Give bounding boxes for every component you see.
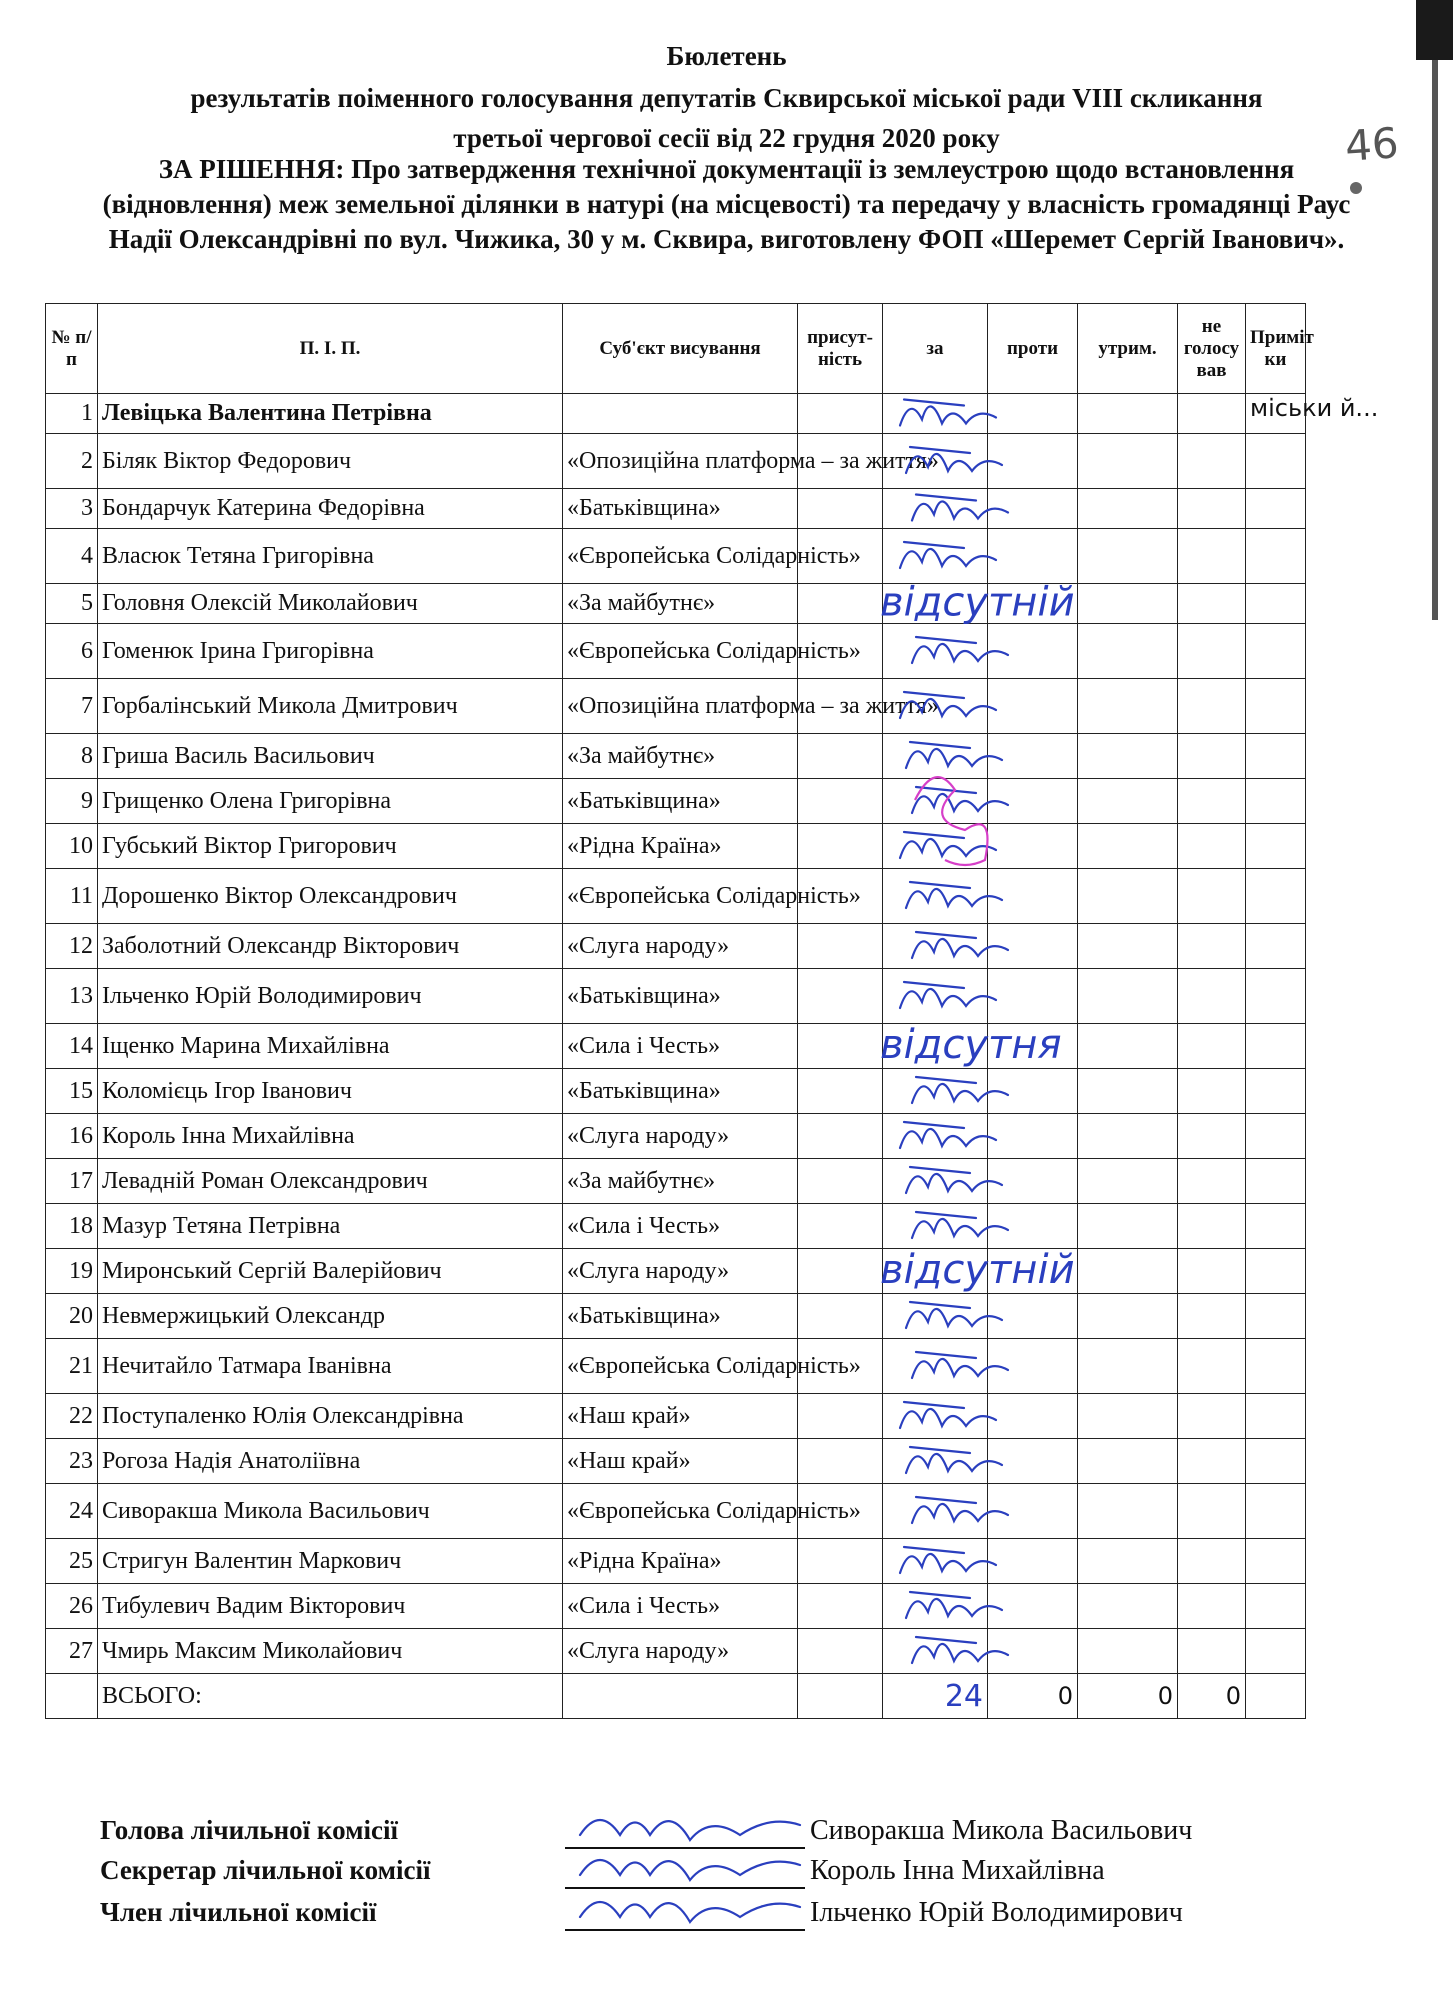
row-for — [883, 869, 988, 924]
row-note — [1246, 1439, 1306, 1484]
row-subject: «Опозиційна платформа – за життя» — [563, 679, 798, 734]
row-not-voted — [1178, 1159, 1246, 1204]
row-abstain — [1078, 1539, 1178, 1584]
row-subject: «Слуга народу» — [563, 1249, 798, 1294]
row-for — [883, 924, 988, 969]
row-against — [988, 924, 1078, 969]
row-abstain — [1078, 1484, 1178, 1539]
row-against — [988, 1584, 1078, 1629]
row-against — [988, 584, 1078, 624]
total-label: ВСЬОГО: — [98, 1674, 563, 1719]
col-subject: Суб'єкт висування — [563, 304, 798, 394]
row-note — [1246, 1584, 1306, 1629]
row-against — [988, 1339, 1078, 1394]
row-note — [1246, 1339, 1306, 1394]
row-abstain — [1078, 1204, 1178, 1249]
signer-name: Король Інна Михайлівна — [810, 1855, 1105, 1886]
row-abstain — [1078, 1584, 1178, 1629]
row-subject: «Наш край» — [563, 1439, 798, 1484]
row-abstain — [1078, 1339, 1178, 1394]
row-number: 22 — [46, 1394, 98, 1439]
row-abstain — [1078, 1114, 1178, 1159]
row-subject: «Сила і Честь» — [563, 1584, 798, 1629]
row-note — [1246, 434, 1306, 489]
row-abstain — [1078, 584, 1178, 624]
signer-name: Ільченко Юрій Володимирович — [810, 1897, 1183, 1928]
row-against — [988, 1484, 1078, 1539]
row-name: Левадній Роман Олександрович — [98, 1159, 563, 1204]
row-name: Левіцька Валентина Петрівна — [98, 394, 563, 434]
row-abstain — [1078, 394, 1178, 434]
row-name: Власюк Тетяна Григорівна — [98, 529, 563, 584]
row-subject: «Опозиційна платформа – за життя» — [563, 434, 798, 489]
row-against — [988, 969, 1078, 1024]
table-row — [46, 1584, 1306, 1629]
row-against — [988, 1629, 1078, 1674]
row-subject: «Батьківщина» — [563, 779, 798, 824]
row-for — [883, 969, 988, 1024]
row-number: 8 — [46, 734, 98, 779]
row-not-voted — [1178, 1484, 1246, 1539]
row-name: Іщенко Марина Михайлівна — [98, 1024, 563, 1069]
table-row — [46, 969, 1306, 1024]
row-abstain — [1078, 969, 1178, 1024]
row-against — [988, 394, 1078, 434]
row-subject: «Наш край» — [563, 1394, 798, 1439]
signer-role: Член лічильної комісії — [100, 1897, 377, 1927]
table-row — [46, 1294, 1306, 1339]
table-row — [46, 489, 1306, 529]
row-not-voted — [1178, 1539, 1246, 1584]
row-abstain — [1078, 434, 1178, 489]
row-name: Гоменюк Ірина Григорівна — [98, 624, 563, 679]
signer-role: Голова лічильної комісії — [100, 1815, 398, 1845]
row-number: 26 — [46, 1584, 98, 1629]
row-abstain — [1078, 1439, 1178, 1484]
table-row — [46, 1394, 1306, 1439]
row-present — [798, 1629, 883, 1674]
row-name: Грищенко Олена Григорівна — [98, 779, 563, 824]
row-note — [1246, 1069, 1306, 1114]
row-note — [1246, 824, 1306, 869]
row-note — [1246, 1294, 1306, 1339]
row-subject: «Європейська Солідарність» — [563, 1339, 798, 1394]
row-for — [883, 529, 988, 584]
row-for — [883, 779, 988, 824]
row-abstain — [1078, 1159, 1178, 1204]
table-row — [46, 434, 1306, 489]
total-against: 0 — [988, 1674, 1078, 1719]
row-against — [988, 1539, 1078, 1584]
row-abstain — [1078, 1249, 1178, 1294]
commission-signature — [580, 1902, 800, 1922]
row-note — [1246, 624, 1306, 679]
row-abstain — [1078, 679, 1178, 734]
row-present — [798, 969, 883, 1024]
row-against — [988, 489, 1078, 529]
row-not-voted — [1178, 1249, 1246, 1294]
row-present — [798, 1159, 883, 1204]
row-not-voted — [1178, 1394, 1246, 1439]
absent-mark: відсутній — [880, 579, 1075, 626]
row-abstain — [1078, 734, 1178, 779]
table-row — [46, 1484, 1306, 1539]
row-for — [883, 824, 988, 869]
row-for — [883, 1294, 988, 1339]
row-subject: «Сила і Честь» — [563, 1024, 798, 1069]
row-name: Гриша Василь Васильович — [98, 734, 563, 779]
col-abstain: утрим. — [1078, 304, 1178, 394]
row-subject: «Європейська Солідарність» — [563, 1484, 798, 1539]
total-for: 24 — [883, 1674, 988, 1719]
row-note — [1246, 969, 1306, 1024]
signer-name: Сиворакша Микола Васильович — [810, 1815, 1193, 1846]
row-present — [798, 779, 883, 824]
row-note — [1246, 869, 1306, 924]
row-name: Тибулевич Вадим Вікторович — [98, 1584, 563, 1629]
row-not-voted — [1178, 1204, 1246, 1249]
row-name: Дорошенко Віктор Олександрович — [98, 869, 563, 924]
row-note — [1246, 529, 1306, 584]
session-date: третьої чергової сесії від 22 грудня 2020 року — [453, 123, 1000, 153]
row-note — [1246, 924, 1306, 969]
row-number: 4 — [46, 529, 98, 584]
row-subject: «Батьківщина» — [563, 1069, 798, 1114]
row-note — [1246, 734, 1306, 779]
row-note — [1246, 489, 1306, 529]
table-row — [46, 1249, 1306, 1294]
row-for — [883, 1339, 988, 1394]
row-against — [988, 734, 1078, 779]
row-number: 7 — [46, 679, 98, 734]
row-for — [883, 1249, 988, 1294]
row-present — [798, 584, 883, 624]
row-abstain — [1078, 824, 1178, 869]
row-present — [798, 1294, 883, 1339]
row-for — [883, 1394, 988, 1439]
row-for — [883, 734, 988, 779]
row-number: 14 — [46, 1024, 98, 1069]
row-note — [1246, 584, 1306, 624]
doc-title: Бюлетень — [666, 41, 787, 71]
row-name: Сиворакша Микола Васильович — [98, 1484, 563, 1539]
row-number: 10 — [46, 824, 98, 869]
row-number: 9 — [46, 779, 98, 824]
row-against — [988, 434, 1078, 489]
col-not-voted: не голосу вав — [1178, 304, 1246, 394]
row-against — [988, 679, 1078, 734]
row-not-voted — [1178, 1069, 1246, 1114]
table-row — [46, 1159, 1306, 1204]
row-against — [988, 1294, 1078, 1339]
row-abstain — [1078, 779, 1178, 824]
row-present — [798, 489, 883, 529]
row-for — [883, 489, 988, 529]
row-subject: «Слуга народу» — [563, 1114, 798, 1159]
row-subject: «Європейська Солідарність» — [563, 624, 798, 679]
row-subject: «За майбутнє» — [563, 584, 798, 624]
row-number: 3 — [46, 489, 98, 529]
row-name: Ільченко Юрій Володимирович — [98, 969, 563, 1024]
page-number: 46 — [1343, 118, 1401, 171]
row-number: 27 — [46, 1629, 98, 1674]
row-name: Заболотний Олександр Вікторович — [98, 924, 563, 969]
table-row — [46, 1339, 1306, 1394]
row-abstain — [1078, 1069, 1178, 1114]
row-against — [988, 1024, 1078, 1069]
row-number: 23 — [46, 1439, 98, 1484]
row-name: Нечитайло Татмара Іванівна — [98, 1339, 563, 1394]
row-abstain — [1078, 529, 1178, 584]
table-row — [46, 779, 1306, 824]
row-name: Бондарчук Катерина Федорівна — [98, 489, 563, 529]
row-number: 12 — [46, 924, 98, 969]
table-row — [46, 924, 1306, 969]
row-subject: «Сила і Честь» — [563, 1204, 798, 1249]
row-note — [1246, 679, 1306, 734]
row-for — [883, 1584, 988, 1629]
table-row — [46, 1024, 1306, 1069]
row-note — [1246, 1394, 1306, 1439]
row-name: Король Інна Михайлівна — [98, 1114, 563, 1159]
row-for — [883, 1114, 988, 1159]
row-number: 20 — [46, 1294, 98, 1339]
row-name: Біляк Віктор Федорович — [98, 434, 563, 489]
row-name: Миронський Сергій Валерійович — [98, 1249, 563, 1294]
table-row — [46, 824, 1306, 869]
row-not-voted — [1178, 394, 1246, 434]
signature-line — [565, 1887, 805, 1889]
row-for — [883, 1484, 988, 1539]
row-subject: «Батьківщина» — [563, 489, 798, 529]
row-against — [988, 1394, 1078, 1439]
row-not-voted — [1178, 734, 1246, 779]
row-not-voted — [1178, 1294, 1246, 1339]
row-name: Горбалінський Микола Дмитрович — [98, 679, 563, 734]
row-not-voted — [1178, 924, 1246, 969]
table-row — [46, 584, 1306, 624]
row-not-voted — [1178, 969, 1246, 1024]
row-subject: «Рідна Країна» — [563, 824, 798, 869]
row-subject: «Слуга народу» — [563, 924, 798, 969]
row-abstain — [1078, 1024, 1178, 1069]
row-name: Рогоза Надія Анатоліївна — [98, 1439, 563, 1484]
row-not-voted — [1178, 1629, 1246, 1674]
row-for — [883, 1159, 988, 1204]
row-not-voted — [1178, 529, 1246, 584]
row-number: 16 — [46, 1114, 98, 1159]
col-notes: Приміт ки — [1246, 304, 1306, 394]
row-not-voted — [1178, 624, 1246, 679]
row-subject: «Європейська Солідарність» — [563, 529, 798, 584]
row-not-voted — [1178, 1024, 1246, 1069]
row-not-voted — [1178, 779, 1246, 824]
row-present — [798, 1584, 883, 1629]
table-row — [46, 394, 1306, 434]
row-number: 18 — [46, 1204, 98, 1249]
col-num: № п/п — [46, 304, 98, 394]
row-for — [883, 1629, 988, 1674]
total-row — [46, 1674, 1306, 1719]
row-note — [1246, 779, 1306, 824]
row-against — [988, 1069, 1078, 1114]
row-present — [798, 924, 883, 969]
signer-role: Секретар лічильної комісії — [100, 1855, 431, 1885]
table-row — [46, 1539, 1306, 1584]
row-for — [883, 584, 988, 624]
col-present: присут-ність — [798, 304, 883, 394]
row-name: Стригун Валентин Маркович — [98, 1539, 563, 1584]
row-against — [988, 624, 1078, 679]
row-subject: «Слуга народу» — [563, 1629, 798, 1674]
signature-line — [565, 1847, 805, 1849]
row-not-voted — [1178, 434, 1246, 489]
row-subject — [563, 394, 798, 434]
row-subject: «Батьківщина» — [563, 1294, 798, 1339]
doc-subtitle: результатів поіменного голосування депутатів Сквирської міської ради VIII скликання — [190, 83, 1263, 113]
row-name: Мазур Тетяна Петрівна — [98, 1204, 563, 1249]
row-number: 25 — [46, 1539, 98, 1584]
row-abstain — [1078, 924, 1178, 969]
row-note — [1246, 1114, 1306, 1159]
row-not-voted — [1178, 1339, 1246, 1394]
row-note — [1246, 1159, 1306, 1204]
row-against — [988, 1204, 1078, 1249]
table-row — [46, 869, 1306, 924]
row-against — [988, 1439, 1078, 1484]
row-for — [883, 624, 988, 679]
row-for — [883, 394, 988, 434]
table-row — [46, 1114, 1306, 1159]
row-number: 15 — [46, 1069, 98, 1114]
row-subject: «Європейська Солідарність» — [563, 869, 798, 924]
row-abstain — [1078, 489, 1178, 529]
row-for — [883, 1439, 988, 1484]
row-name: Головня Олексій Миколайович — [98, 584, 563, 624]
table-row — [46, 734, 1306, 779]
row-number: 1 — [46, 394, 98, 434]
row-number: 19 — [46, 1249, 98, 1294]
row-against — [988, 1114, 1078, 1159]
row-abstain — [1078, 1629, 1178, 1674]
row-abstain — [1078, 1294, 1178, 1339]
row-name: Губський Віктор Григорович — [98, 824, 563, 869]
row-abstain — [1078, 1394, 1178, 1439]
row-note: міськи й... — [1246, 394, 1306, 434]
row-against — [988, 779, 1078, 824]
vote-table — [45, 303, 1379, 1719]
row-not-voted — [1178, 824, 1246, 869]
row-not-voted — [1178, 489, 1246, 529]
row-for — [883, 1539, 988, 1584]
row-against — [988, 869, 1078, 924]
row-present — [798, 1069, 883, 1114]
row-note — [1246, 1629, 1306, 1674]
commission-signature — [580, 1820, 800, 1840]
row-not-voted — [1178, 679, 1246, 734]
row-number: 24 — [46, 1484, 98, 1539]
row-number: 6 — [46, 624, 98, 679]
row-number: 11 — [46, 869, 98, 924]
row-not-voted — [1178, 1584, 1246, 1629]
row-note — [1246, 1539, 1306, 1584]
row-against — [988, 1159, 1078, 1204]
row-present — [798, 1204, 883, 1249]
row-present — [798, 824, 883, 869]
row-note — [1246, 1204, 1306, 1249]
row-for — [883, 1204, 988, 1249]
col-against: проти — [988, 304, 1078, 394]
signature-line — [565, 1929, 805, 1931]
row-note — [1246, 1024, 1306, 1069]
commission-signature — [580, 1860, 800, 1880]
row-present — [798, 394, 883, 434]
row-for — [883, 1069, 988, 1114]
table-row — [46, 1439, 1306, 1484]
table-row — [46, 1629, 1306, 1674]
row-present — [798, 1539, 883, 1584]
table-row — [46, 1204, 1306, 1249]
table-header — [46, 304, 1306, 394]
row-name: Коломієць Ігор Іванович — [98, 1069, 563, 1114]
row-present — [798, 1114, 883, 1159]
row-name: Поступаленко Юлія Олександрівна — [98, 1394, 563, 1439]
row-subject: «За майбутнє» — [563, 734, 798, 779]
row-number: 17 — [46, 1159, 98, 1204]
row-against — [988, 824, 1078, 869]
row-number: 21 — [46, 1339, 98, 1394]
row-number: 5 — [46, 584, 98, 624]
row-present — [798, 1249, 883, 1294]
col-name: П. І. П. — [98, 304, 563, 394]
total-not-voted: 0 — [1178, 1674, 1246, 1719]
row-present — [798, 734, 883, 779]
row-subject: «За майбутнє» — [563, 1159, 798, 1204]
row-not-voted — [1178, 584, 1246, 624]
absent-mark: відсутній — [880, 1247, 1075, 1293]
absent-mark: відсутня — [880, 1022, 1062, 1068]
row-not-voted — [1178, 869, 1246, 924]
row-present — [798, 1024, 883, 1069]
row-note — [1246, 1484, 1306, 1539]
table-row — [46, 529, 1306, 584]
total-abstain: 0 — [1078, 1674, 1178, 1719]
row-subject: «Рідна Країна» — [563, 1539, 798, 1584]
row-note — [1246, 1249, 1306, 1294]
table-row — [46, 679, 1306, 734]
row-subject: «Батьківщина» — [563, 969, 798, 1024]
table-row — [46, 1069, 1306, 1114]
row-not-voted — [1178, 1439, 1246, 1484]
row-against — [988, 529, 1078, 584]
row-against — [988, 1249, 1078, 1294]
row-for — [883, 1024, 988, 1069]
row-abstain — [1078, 869, 1178, 924]
row-present — [798, 1439, 883, 1484]
col-for: за — [883, 304, 988, 394]
row-abstain — [1078, 624, 1178, 679]
row-number: 2 — [46, 434, 98, 489]
decision-text: ЗА РІШЕННЯ: Про затвердження технічної документації із землеустрою щодо встановлення (відновлення) меж земельної ділянки в натурі (на місцевості) та передачу у власність громадянці Раус Надії Олександрівні по вул. Чижика, 30 у м. Сквира, виготовлену ФОП «Шеремет Сергій Іванович». — [102, 154, 1351, 254]
row-not-voted — [1178, 1114, 1246, 1159]
row-name: Чмирь Максим Миколайович — [98, 1629, 563, 1674]
table-row — [46, 624, 1306, 679]
row-name: Невмержицький Олександр — [98, 1294, 563, 1339]
row-present — [798, 1394, 883, 1439]
row-number: 13 — [46, 969, 98, 1024]
